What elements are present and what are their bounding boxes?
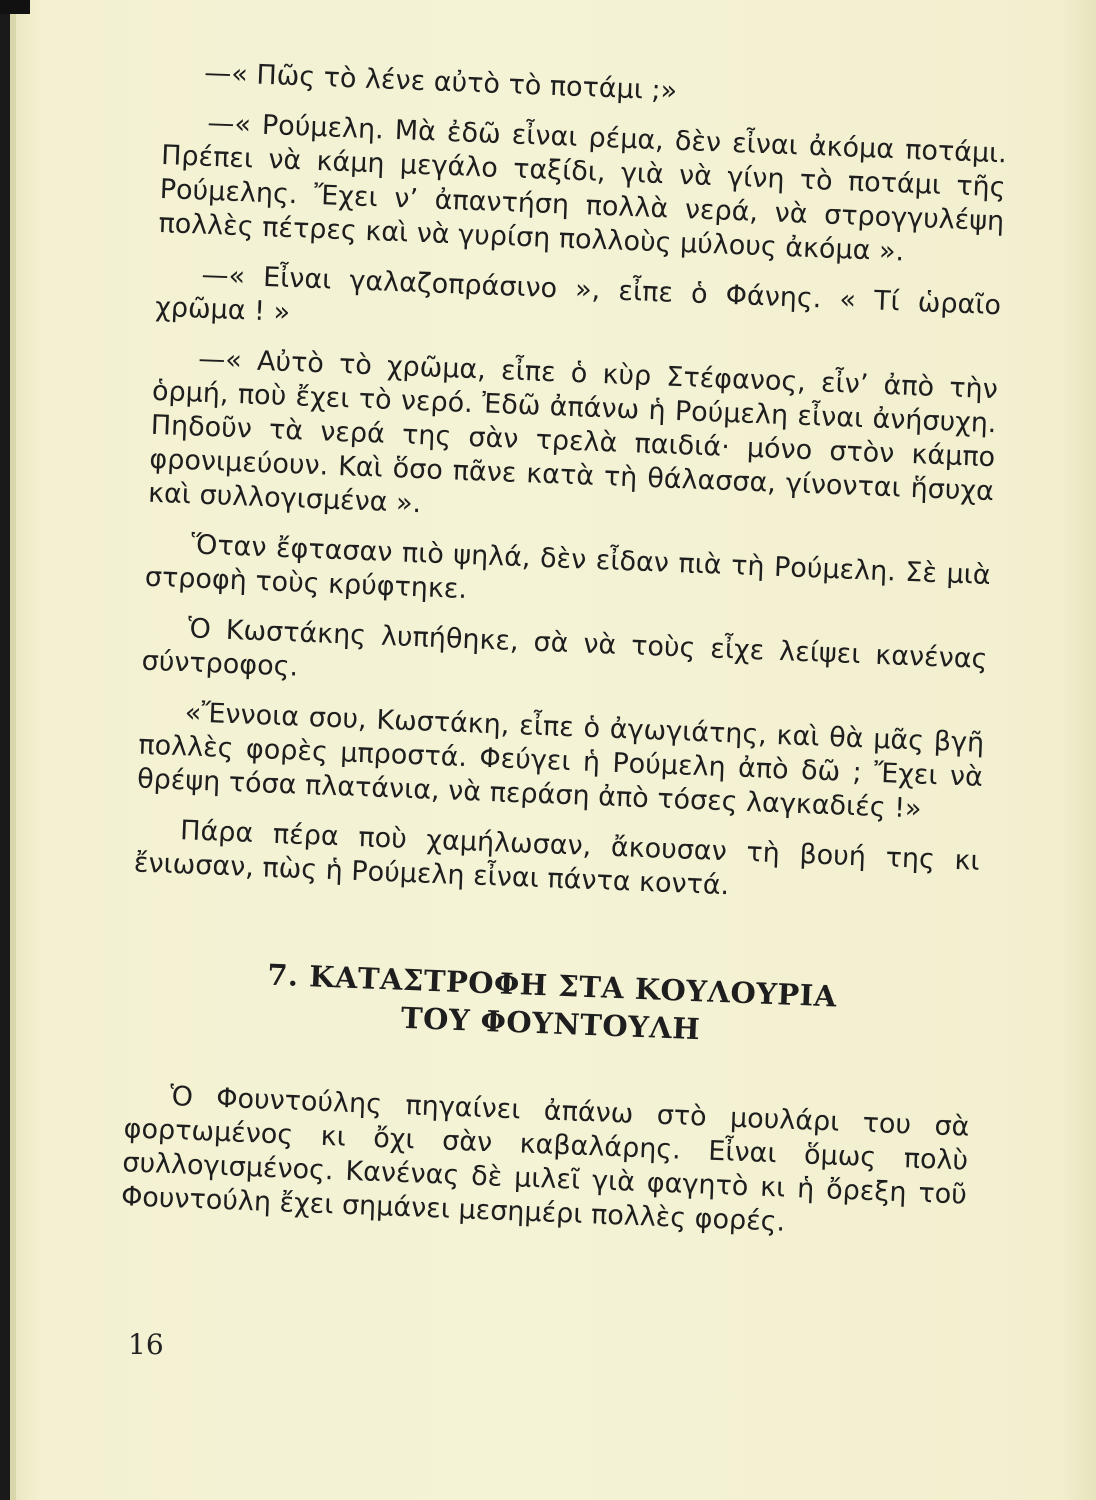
page-text-body [120, 55, 1009, 1247]
paragraph: «Ἔννοια σου, Κωστάκη, εἶπε ὁ ἀγωγιάτης, καὶ θὰ μᾶς βγῆ πολλὲς φορὲς μπροστά. Φεύγει ἡ Ρούμελη ἀπὸ δῶ ; Ἔχει νὰ θρέψη τόσα πλατάνια, νὰ περάση ἀπὸ τόσες λαγκαδιές !» [136, 697, 985, 825]
page-stack-edge [10, 0, 16, 1500]
scan-corner-mark [0, 0, 30, 14]
chapter-title-line-2: ΤΟΥ ΦΟΥΝΤΟΥΛΗ [400, 1000, 701, 1047]
chapter-paragraph: Ὁ Φουντούλης πηγαίνει ἀπάνω στὸ μουλάρι του σὰ φορτωμένος κι ὄχι σὰν καβαλάρης. Εἶναι ὅμως πολὺ συλλογισμένος. Κανένας δὲ μιλεῖ γιὰ φαγητὸ κι ἡ ὄρεξη τοῦ Φουντούλη ἔχει σημάνει μεσημέρι πολλὲς φορές. [120, 1080, 971, 1238]
paragraph: Ὁ Κωστάκης λυπήθηκε, σὰ νὰ τοὺς εἶχε λείψει κανένας σύντροφος. [141, 613, 988, 683]
paragraph: —« Ρούμελη. Μὰ ἐδῶ εἶναι ρέμα, δὲν εἶναι ἀκόμα ποτάμι. Πρέπει νὰ κάμη μεγάλο ταξίδι, γιὰ νὰ γίνη τὸ ποτάμι τῆς Ρούμελης. Ἔχει ν’ ἀπαντήση πολλὰ νερά, νὰ στρογγυλέψη πολλὲς πέτρες καὶ νὰ γυρίση πολλοὺς μύλους ἀκόμα ». [157, 107, 1008, 268]
paragraph: —« Πῶς τὸ λένε αὐτὸ τὸ ποτάμι ;» [203, 57, 678, 107]
paragraph: —« Αὐτὸ τὸ χρῶμα, εἶπε ὁ κὺρ Στέφανος, εἶν’ ἀπὸ τὴν ὁρμή, ποὺ ἔχει τὸ νερό. Ἐδῶ ἀπάνω ἡ Ρούμελη εἶναι ἀνήσυχη. Πηδοῦν τὰ νερά της σὰν τρελὰ παιδιά· μόνο στὸν κάμπο φρονιμεύουν. Καὶ ὅσο πᾶνε κατὰ τὴ θάλασσα, γίνονται ἥσυχα καὶ συλλογισμένα ». [147, 343, 999, 520]
chapter-heading [128, 950, 975, 1058]
page-number: 16 [128, 1328, 164, 1361]
page-binding-edge [0, 0, 10, 1500]
paragraph: Πάρα πέρα ποὺ χαμήλωσαν, ἄκουσαν τὴ βουή της κι ἔνιωσαν, πὼς ἡ Ρούμελη εἶναι πάντα κοντά. [133, 815, 981, 902]
paragraph: —« Εἶναι γαλαζοπράσινο », εἶπε ὁ Φάνης. « Τί ὡραῖο χρῶμα ! » [154, 259, 1002, 328]
chapter-title-line-1: 7. ΚΑΤΑΣΤΡΟΦΗ ΣΤΑ ΚΟΥΛΟΥΡΙΑ [266, 957, 838, 1014]
paragraph: Ὅταν ἔφτασαν πιὸ ψηλά, δὲν εἶδαν πιὰ τὴ Ρούμελη. Σὲ μιὰ στροφὴ τοὺς κρύφτηκε. [144, 529, 992, 605]
